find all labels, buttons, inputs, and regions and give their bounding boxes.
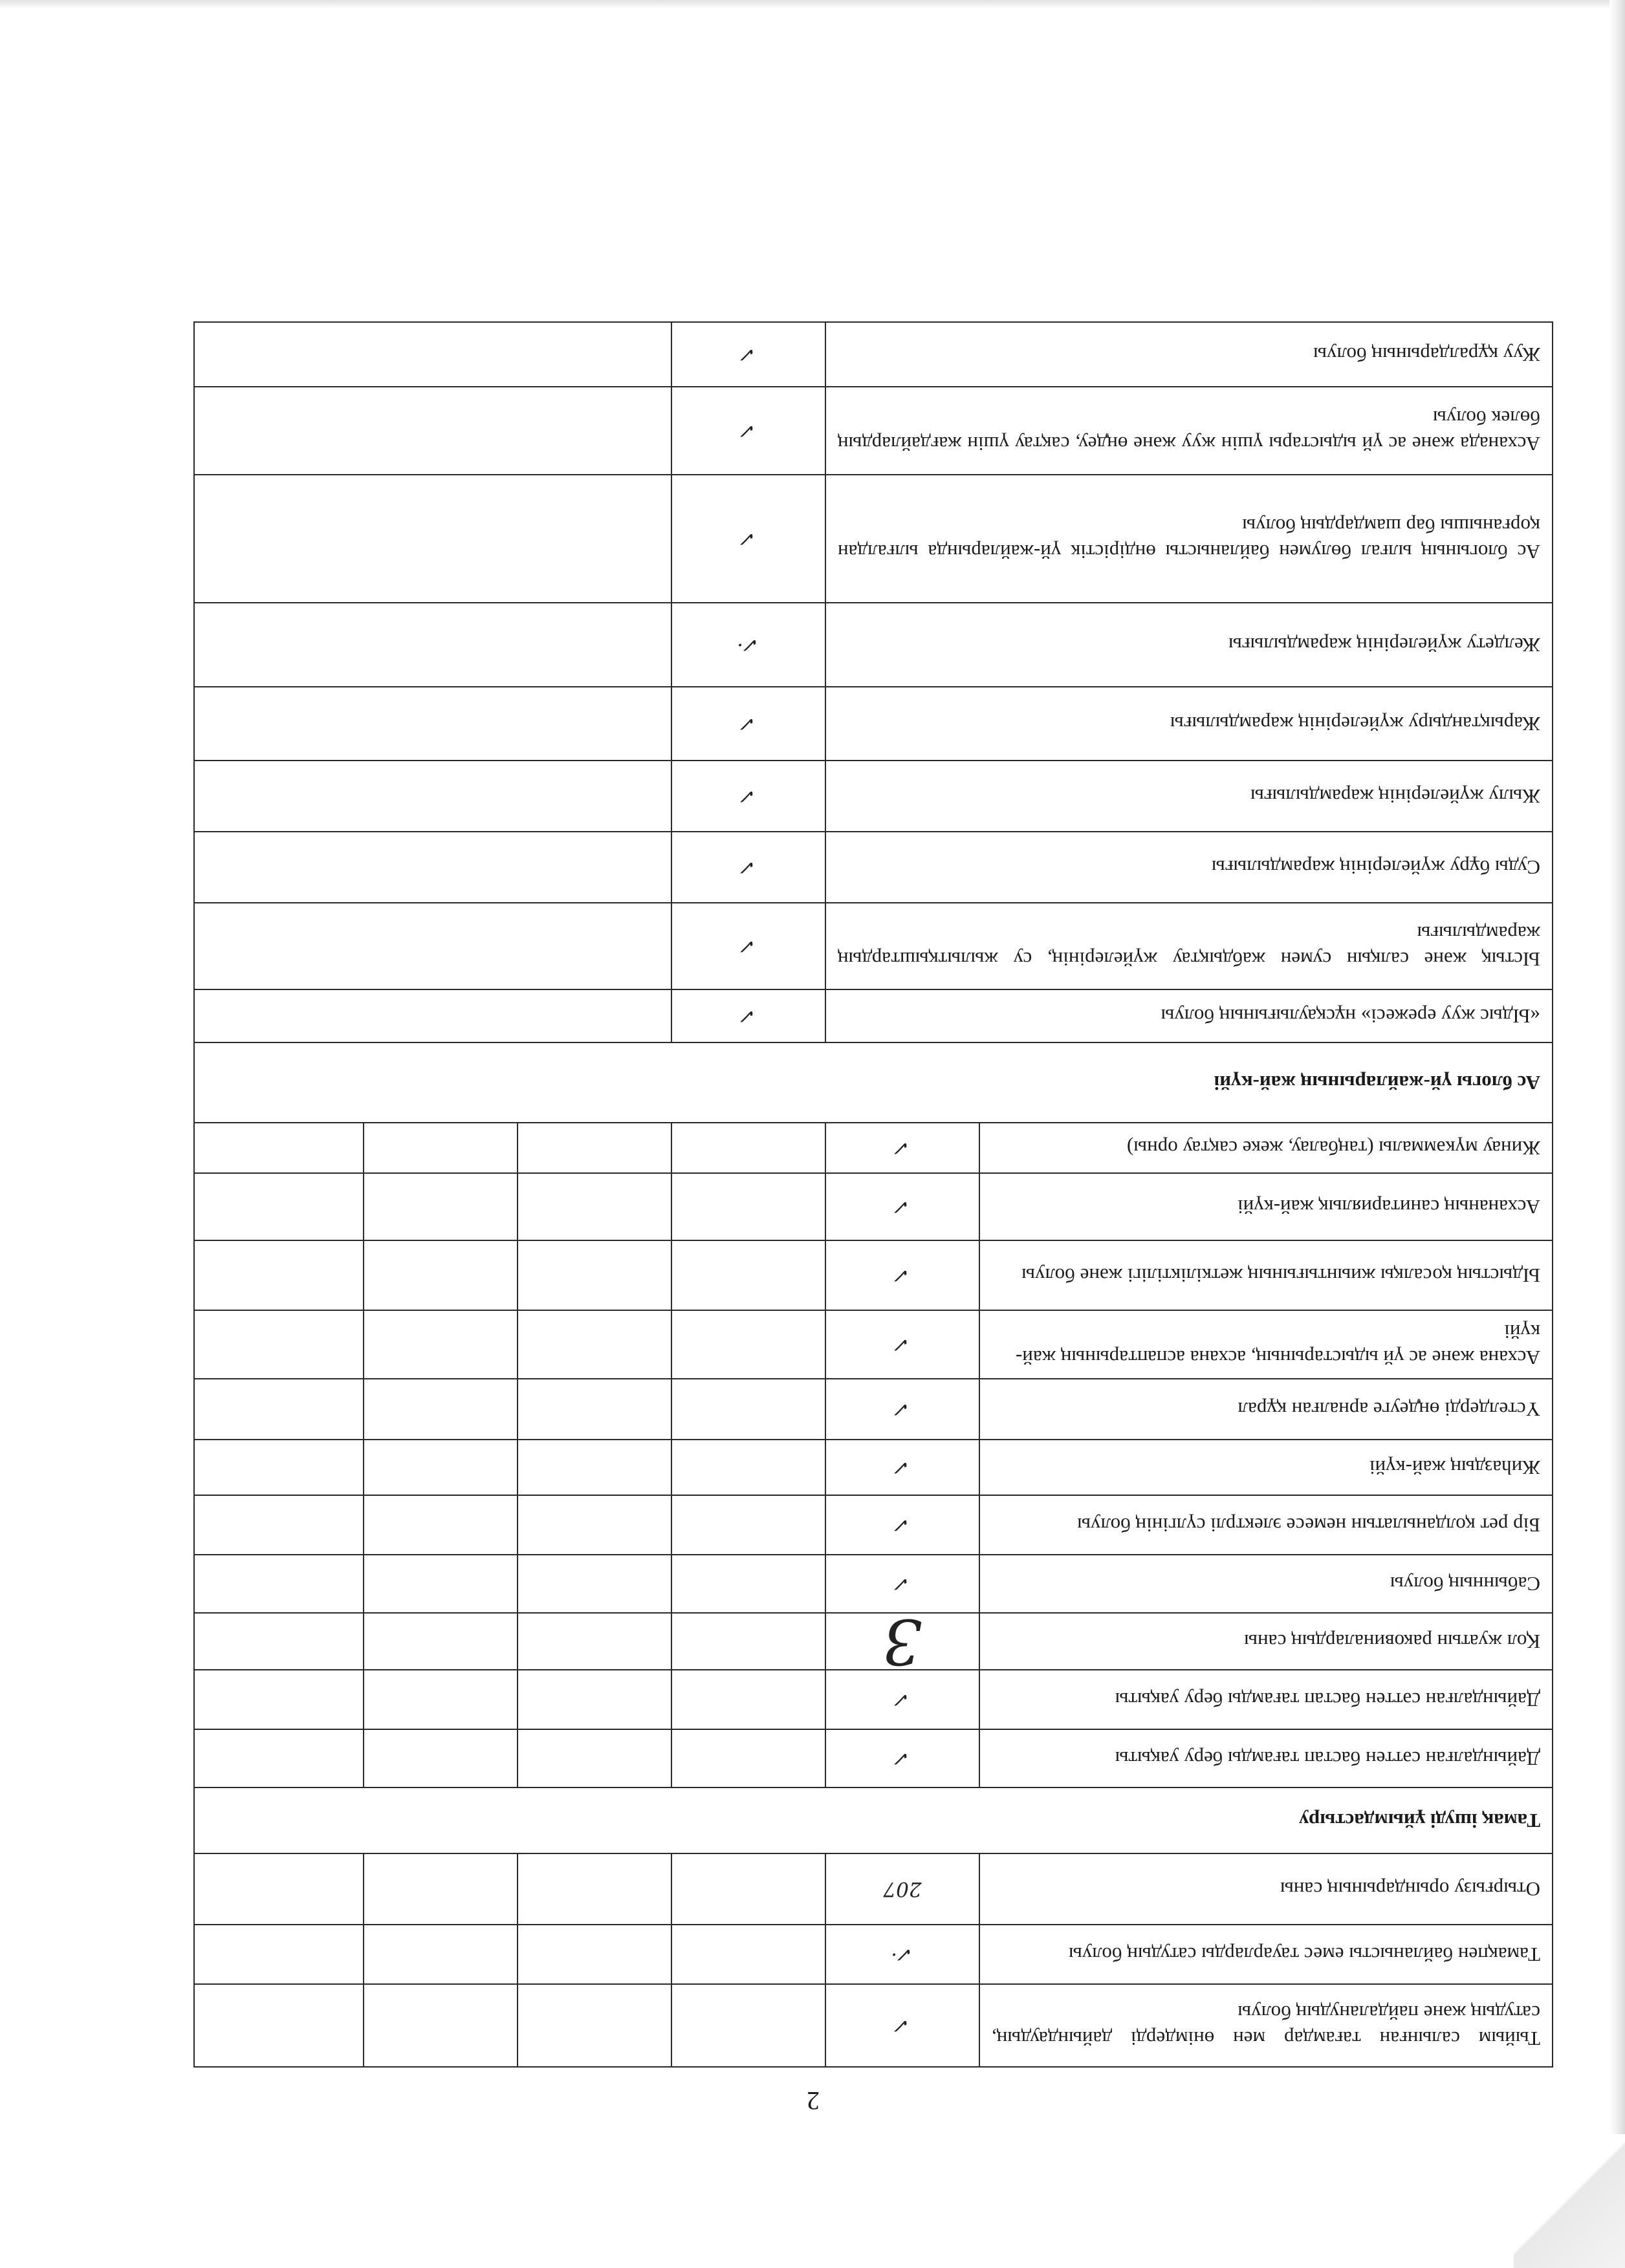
- table-row: [194, 1670, 1553, 1729]
- row-label: Қол жуатын раковиналардың саны: [979, 1613, 1553, 1670]
- section-title: Ас блогы үй-жайларының жай-күйі: [194, 1042, 1553, 1123]
- table-row: [194, 1240, 1553, 1310]
- empty-cell: [518, 1310, 671, 1379]
- empty-cell: [518, 1613, 671, 1670]
- empty-cell: [671, 1729, 825, 1787]
- table-row: [194, 1853, 1553, 1925]
- page-number: 2: [807, 2086, 820, 2115]
- empty-cell: [194, 687, 671, 761]
- empty-cell: [194, 1670, 364, 1729]
- empty-cell: [518, 1984, 671, 2067]
- empty-cell: [194, 1440, 364, 1495]
- table-row: [194, 1613, 1553, 1670]
- row-label: Асханада және ас үй ыдыстары үшін жуу және өңдеу, сақтау үшін жағдайлардың бөлек болуы: [825, 387, 1553, 475]
- check-mark: ✓: [671, 687, 825, 761]
- row-label: Тыйым салынған тағамдар мен өнімдерді дайындаудың, сатудың және пайдаланудың болуы: [979, 1984, 1553, 2067]
- empty-cell: [194, 1310, 364, 1379]
- empty-cell: [518, 1555, 671, 1613]
- section-row: [194, 1042, 1553, 1123]
- row-label: Тамақпен байланысты емес тауарларды сатудың болуы: [979, 1925, 1553, 1984]
- table-row: [194, 1173, 1553, 1240]
- empty-cell: [671, 1440, 825, 1495]
- table-row: [194, 1729, 1553, 1787]
- check-mark: ✓: [671, 387, 825, 475]
- empty-cell: [364, 1173, 518, 1240]
- table-row: [194, 687, 1553, 761]
- empty-cell: [194, 903, 671, 989]
- table-row: [194, 832, 1553, 903]
- empty-cell: [194, 603, 671, 687]
- check-mark: ✓: [671, 903, 825, 989]
- check-mark: ✓: [825, 1440, 979, 1495]
- row-label: Бір рет қолданылатын немесе электрлі сүлгінің болуы: [979, 1495, 1553, 1555]
- empty-cell: [364, 1670, 518, 1729]
- empty-cell: [671, 1310, 825, 1379]
- empty-cell: [194, 1173, 364, 1240]
- check-mark: ✓: [671, 475, 825, 603]
- row-label: Ыдыстың қосалқы жиынтығының жеткіліктілігі және болуы: [979, 1240, 1553, 1310]
- empty-cell: [364, 1984, 518, 2067]
- empty-cell: [671, 1240, 825, 1310]
- empty-cell: [194, 1613, 364, 1670]
- empty-cell: [194, 1729, 364, 1787]
- empty-cell: [518, 1173, 671, 1240]
- table-row: [194, 1925, 1553, 1984]
- empty-cell: [518, 1729, 671, 1787]
- row-label: Ас блогының ылғал бөлумен байланысты өндірістік үй-жайларында ылғалдан қорғанышы бар шамдардың болуы: [825, 475, 1553, 603]
- empty-cell: [194, 761, 671, 832]
- empty-cell: [194, 1123, 364, 1173]
- table-row: [194, 387, 1553, 475]
- check-mark: ✓: [825, 1123, 979, 1173]
- check-mark: ✓: [825, 1495, 979, 1555]
- row-label: Асхана және ас үй ыдыстарының, асхана аспаптарының жай-күйі: [979, 1310, 1553, 1379]
- table-row: [194, 1495, 1553, 1555]
- table-row: [194, 1984, 1553, 2067]
- empty-cell: [194, 387, 671, 475]
- empty-cell: [194, 1379, 364, 1440]
- empty-cell: [194, 1495, 364, 1555]
- empty-cell: [518, 1853, 671, 1925]
- check-mark: ✓: [825, 1379, 979, 1440]
- empty-cell: [518, 1240, 671, 1310]
- table-row: [194, 322, 1553, 387]
- empty-cell: [671, 1853, 825, 1925]
- row-label: Жиһаздың жай-күйі: [979, 1440, 1553, 1495]
- row-label: Суды бұру жүйелерінің жарамдылығы: [825, 832, 1553, 903]
- empty-cell: [518, 1925, 671, 1984]
- empty-cell: [364, 1379, 518, 1440]
- empty-cell: [364, 1555, 518, 1613]
- check-mark: ✓·: [671, 603, 825, 687]
- seat-count: 207: [825, 1853, 979, 1925]
- table-row: [194, 989, 1553, 1042]
- row-label: «Ыдыс жуу ережесі» нұсқаулығының болуы: [825, 989, 1553, 1042]
- check-mark: ✓: [825, 1240, 979, 1310]
- check-mark: ✓: [825, 1670, 979, 1729]
- table-row: [194, 1555, 1553, 1613]
- check-mark: ✓: [671, 989, 825, 1042]
- table-row: [194, 475, 1553, 603]
- empty-cell: [518, 1495, 671, 1555]
- table-row: [194, 761, 1553, 832]
- empty-cell: [671, 1379, 825, 1440]
- row-label: Желдету жүйелерінің жарамдылығы: [825, 603, 1553, 687]
- check-mark: ✓·: [825, 1925, 979, 1984]
- empty-cell: [364, 1123, 518, 1173]
- empty-cell: [364, 1240, 518, 1310]
- row-label: Отырғызу орындарының саны: [979, 1853, 1553, 1925]
- section-row: [194, 1787, 1553, 1853]
- row-label: Үстелдерді өңдеуге арналған құрал: [979, 1379, 1553, 1440]
- empty-cell: [518, 1670, 671, 1729]
- empty-cell: [671, 1670, 825, 1729]
- empty-cell: [364, 1613, 518, 1670]
- check-mark: ✓: [671, 761, 825, 832]
- inspection-table: [193, 321, 1553, 2068]
- check-mark: ✓: [671, 832, 825, 903]
- empty-cell: [671, 1613, 825, 1670]
- empty-cell: [194, 1240, 364, 1310]
- empty-cell: [194, 1853, 364, 1925]
- row-label: Дайындалған сәттен бастап тағамды беру уақыты: [979, 1729, 1553, 1787]
- check-mark: ✓: [825, 1310, 979, 1379]
- empty-cell: [518, 1379, 671, 1440]
- empty-cell: [364, 1310, 518, 1379]
- table-row: [194, 603, 1553, 687]
- empty-cell: [518, 1440, 671, 1495]
- row-label: Ыстық және салқын сумен жабдықтау жүйелерінің, су жылытқыштардың жарамдылығы: [825, 903, 1553, 989]
- empty-cell: [671, 1984, 825, 2067]
- check-mark: ✓: [825, 1555, 979, 1613]
- empty-cell: [671, 1925, 825, 1984]
- row-label: Жинау мүкәммалы (таңбалау, жеке сақтау орны): [979, 1123, 1553, 1173]
- empty-cell: [194, 832, 671, 903]
- empty-cell: [364, 1925, 518, 1984]
- empty-cell: [364, 1853, 518, 1925]
- row-label: Сабынның болуы: [979, 1555, 1553, 1613]
- table-row: [194, 903, 1553, 989]
- table-row: [194, 1123, 1553, 1173]
- sink-count: 3: [825, 1613, 979, 1670]
- check-mark: ✓: [825, 1729, 979, 1787]
- empty-cell: [671, 1123, 825, 1173]
- empty-cell: [364, 1495, 518, 1555]
- table-row: [194, 1310, 1553, 1379]
- row-label: Асхананың санитариялық жай-күйі: [979, 1173, 1553, 1240]
- check-mark: ✓: [671, 322, 825, 387]
- check-mark: ✓: [825, 1173, 979, 1240]
- table-row: [194, 1440, 1553, 1495]
- check-mark: ✓: [825, 1984, 979, 2067]
- empty-cell: [518, 1123, 671, 1173]
- row-label: Жылу жүйелерінің жарамдылығы: [825, 761, 1553, 832]
- row-label: Дайындалған сәттен бастап тағамды беру уақыты: [979, 1670, 1553, 1729]
- empty-cell: [194, 1925, 364, 1984]
- empty-cell: [194, 989, 671, 1042]
- empty-cell: [194, 1984, 364, 2067]
- empty-cell: [194, 1555, 364, 1613]
- empty-cell: [671, 1495, 825, 1555]
- empty-cell: [194, 322, 671, 387]
- table-row: [194, 1379, 1553, 1440]
- empty-cell: [671, 1555, 825, 1613]
- row-label: Жуу құралдарының болуы: [825, 322, 1553, 387]
- empty-cell: [671, 1173, 825, 1240]
- row-label: Жарықтандыру жүйелерінің жарамдылығы: [825, 687, 1553, 761]
- empty-cell: [364, 1729, 518, 1787]
- section-title: Тамақ ішуді ұйымдастыру: [194, 1787, 1553, 1853]
- empty-cell: [364, 1440, 518, 1495]
- empty-cell: [194, 475, 671, 603]
